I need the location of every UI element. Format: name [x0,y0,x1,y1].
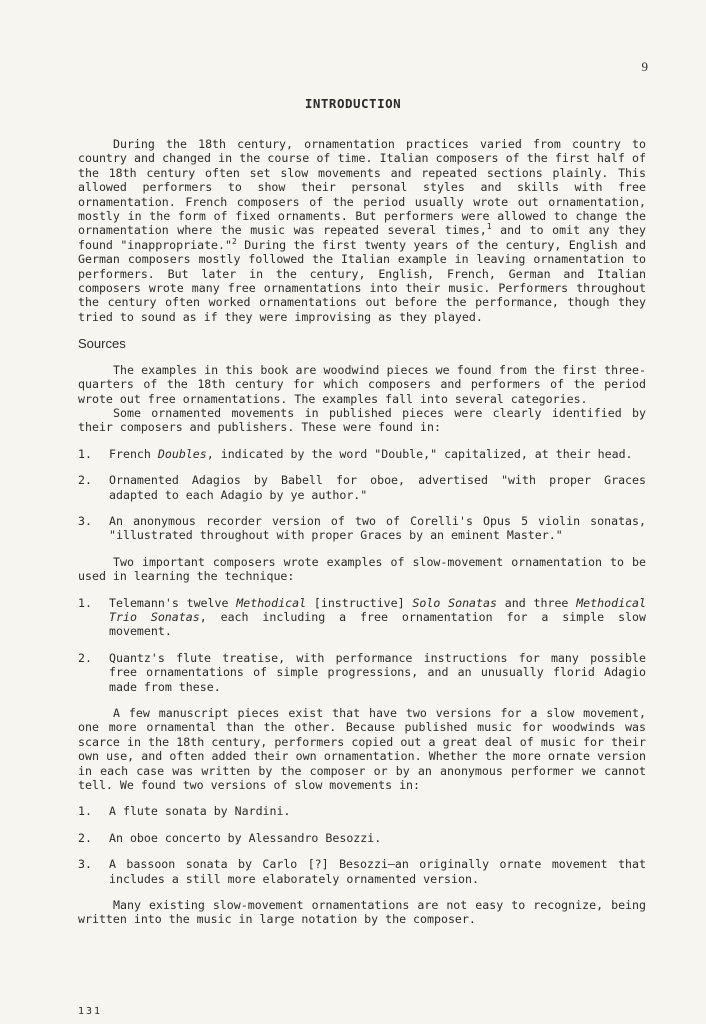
list-item: 2. Ornamented Adagios by Babell for oboe, advertised "with proper Graces adapted to each Adagio by ye author." [78,473,646,502]
sources-paragraph-1: The examples in this book are woodwind pieces we found from the first three-quarters of the 18th century for which composers and performers of the period wrote out free ornamentations. The examples fall into several categories. [78,362,646,406]
sources-heading: Sources [78,336,126,352]
manuscript-paragraph: A few manuscript pieces exist that have two versions for a slow movement, one more ornamental than the other. Because published music for woodwinds was scarce in the 18th century, performers copied out a great deal of music for their own use, and often added their own ornamentation. Whether the more ornate version in each case was written by the composer or by an anonymous performer we cannot tell. We found two versions of slow movements in: [78,706,646,793]
closing-paragraph: Many existing slow-movement ornamentations are not easy to recognize, being written into the music in large notation by the composer. [78,898,646,927]
footnote-ref-2: 2 [232,236,237,246]
list-item: 1. French Doubles, indicated by the word "Double," capitalized, at their head. [78,446,633,461]
list-item: 2. Quantz's flute treatise, with performance instructions for many possible free ornamentations of simple progressions, and an unusually florid Adagio made from these. [78,650,646,694]
intro-paragraph: During the 18th century, ornamentation practices varied from country to country and changed in the course of time. Italian composers of the first half of the 18th century often set slow movements and repeated sections plainly. This allowed performers to show their personal styles and skills with free ornamentation. French composers of the period usually wrote out ornamentation, mostly in the form of fixed ornaments. But performers were allowed to change the ornamentation where the music was repeated several times,$^1$ and to omit any they found "inappropriate."$^2$ During the first twenty years of the century, English and German composers mostly followed the Italian example in leaving ornamentation to performers. But later in the century, English, French, German and Italian composers wrote many free ornamentations into their music. Performers throughout the century often worked ornamentations out before the performance, though they tried to sound as if they were improvising as they played. [78,137,647,324]
list-item: 1. A flute sonata by Nardini. [78,804,291,819]
footnote-ref-1: 1 [486,222,492,232]
footer-code: 131 [78,1006,103,1017]
list-item: 3. An anonymous recorder version of two of Corelli's Opus 5 violin sonatas, "illustrated throughout with proper Graces by an eminent Master." [78,513,646,543]
sources-paragraph-2: Some ornamented movements in published pieces were clearly identified by their composers and publishers. These were found in: [78,405,646,435]
list-item: 1. Telemann's twelve Methodical [instructive] Solo Sonatas and three Methodical Trio Sonatas, each including a free ornamentation for a simple slow movement. [78,595,647,639]
page-number: 9 [641,59,648,74]
page-heading: INTRODUCTION [304,96,402,111]
composers-paragraph: Two important composers wrote examples of slow-movement ornamentation to be used in learning the technique: [78,554,646,584]
body-text [78,137,646,927]
list-item: 2. An oboe concerto by Alessandro Besozzi. [78,830,382,845]
list-item: 3. A bassoon sonata by Carlo [?] Besozzi—an originally ornate movement that includes a still more elaborately ornamented version. [78,857,646,886]
